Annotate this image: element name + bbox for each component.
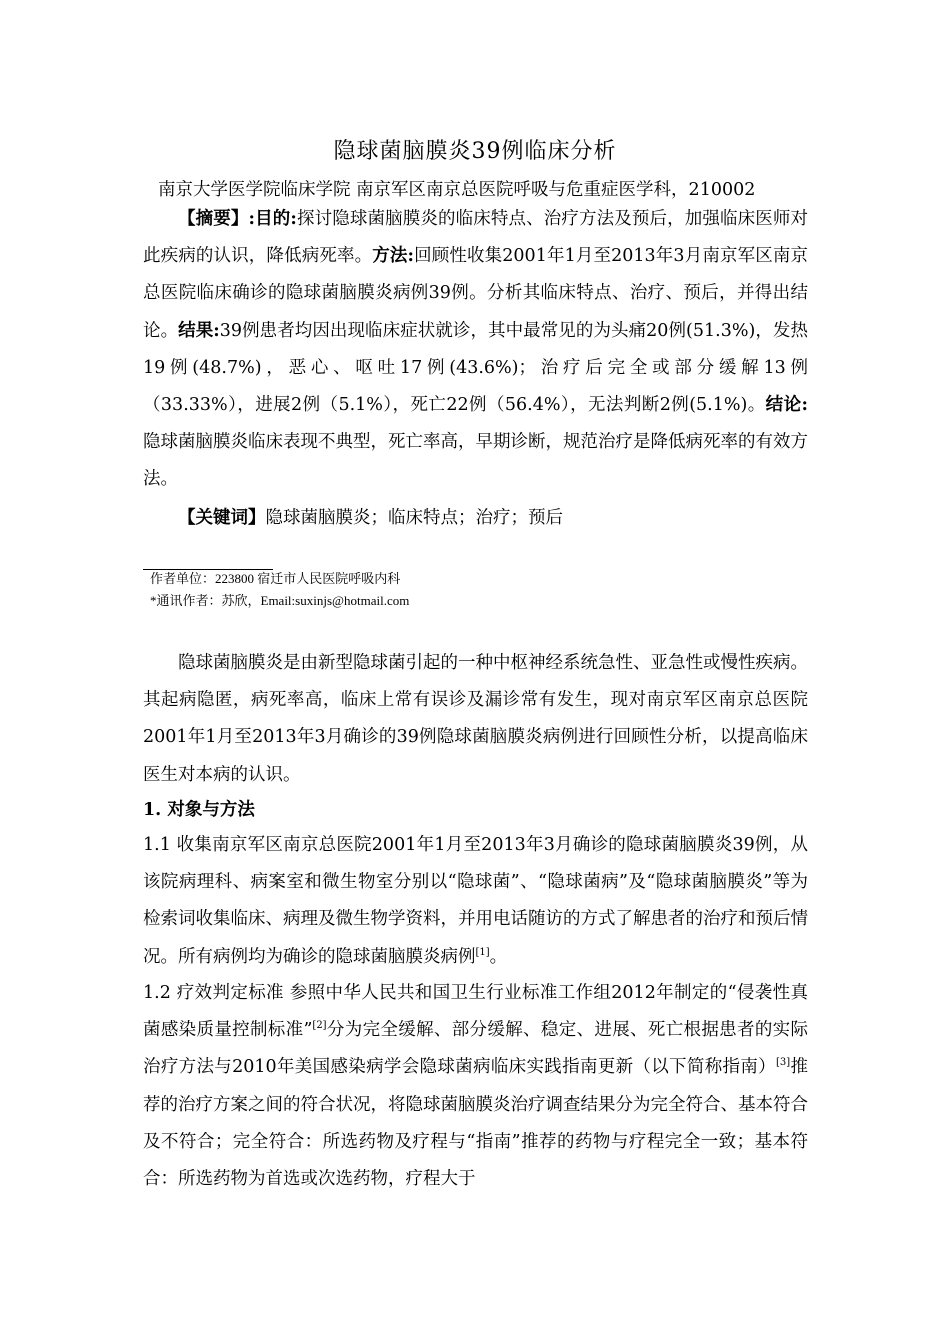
paper-title: 隐球菌脑膜炎39例临床分析 [333, 139, 617, 164]
citation-3[interactable]: [3] [776, 1057, 791, 1069]
result-text: 39例患者均因出现临床症状就诊，其中最常见的为头痛20例(51.3%)，发热19例(48.7%)，恶心、呕吐17例(43.6%)；治疗后完全或部分缓解13例（33.33%），进展2例（5.1%），死亡22例（56.4%），无法判断2例(5.1%)。 [143, 320, 808, 416]
keywords [178, 500, 808, 537]
conclusion-text: 隐球菌脑膜炎临床表现不典型，死亡率高，早期诊断，规范治疗是降低病死率的有效方法。 [143, 432, 808, 490]
citation-1[interactable]: [1] [475, 946, 490, 958]
keywords-text: 隐球菌脑膜炎；临床特点；治疗；预后 [265, 508, 563, 528]
paragraph-1-1-end: 。 [489, 946, 508, 967]
keywords-label: 【关键词】 [178, 508, 266, 528]
section-heading-1: 1. 对象与方法 [143, 800, 255, 820]
paragraph-1-2-text-a: 1.2 疗效判定标准 参照中华人民共和国卫生行业标准工作组2012年制定的“侵袭性真菌感染质量控制标准” [143, 983, 808, 1041]
method-label: 方法: [372, 246, 414, 267]
result-label: 结果: [178, 320, 220, 341]
abstract-label: 【摘要】 [178, 209, 249, 229]
paragraph-1-1-text: 1.1 收集南京军区南京总医院2001年1月至2013年3月确诊的隐球菌脑膜炎39例，从该院病理科、病案室和微生物室分别以“隐球菌”、“隐球菌病”及“隐球菌脑膜炎”等为检索词收集临床、病理及微生物学资料，并用电话随访的方式了解患者的治疗和预后情况。所有病例均为确诊的隐球菌脑膜炎病例 [143, 835, 808, 967]
affiliation: 南京大学医学院临床学院 南京军区南京总医院呼吸与危重症医学科，210002 [158, 180, 756, 200]
conclusion-label: 结论: [765, 395, 808, 416]
paragraph-1-2-text-b: 分为完全缓解、部分缓解、稳定、进展、死亡根据患者的实际治疗方法与2010年美国感染病学会隐球菌病临床实践指南更新（以下简称指南） [143, 1020, 808, 1078]
paragraph-1-2-text-c: 推荐的治疗方案之间的符合状况，将隐球菌脑膜炎治疗调查结果分为完全符合、基本符合及不符合；完全符合：所选药物及疗程与“指南”推荐的药物与疗程完全一致；基本符合：所选药物为首选或次选药物，疗程大于 [143, 1057, 808, 1190]
objective-text: 探讨隐球菌脑膜炎的临床特点、治疗方法及预后，加强临床医师对此疾病的认识，降低病死率。 [143, 209, 809, 267]
paragraph-1-1 [143, 827, 808, 976]
method-text: 回顾性收集2001年1月至2013年3月南京军区南京总医院临床确诊的隐球菌脑膜炎病例39例。分析其临床特点、治疗、预后，并得出结论。 [143, 246, 809, 341]
abstract-label-sep: : [248, 209, 255, 229]
paragraph-1-2 [143, 975, 808, 1198]
abstract [143, 201, 808, 499]
objective-label: 目的: [254, 209, 297, 229]
introduction-paragraph: 隐球菌脑膜炎是由新型隐球菌引起的一种中枢神经系统急性、亚急性或慢性疾病。其起病隐匿，病死率高，临床上常有误诊及漏诊常有发生，现对南京军区南京总医院2001年1月至2013年3月确诊的39例隐球菌脑膜炎病例进行回顾性分析，以提高临床医生对本病的认识。 [143, 653, 808, 785]
footnote-corresponding-author: *通讯作者：苏欣，Email:suxinjs@hotmail.com [150, 593, 410, 608]
footnote-author-unit: 作者单位：223800 宿迁市人民医院呼吸内科 [150, 571, 401, 586]
citation-2[interactable]: [2] [312, 1020, 327, 1032]
